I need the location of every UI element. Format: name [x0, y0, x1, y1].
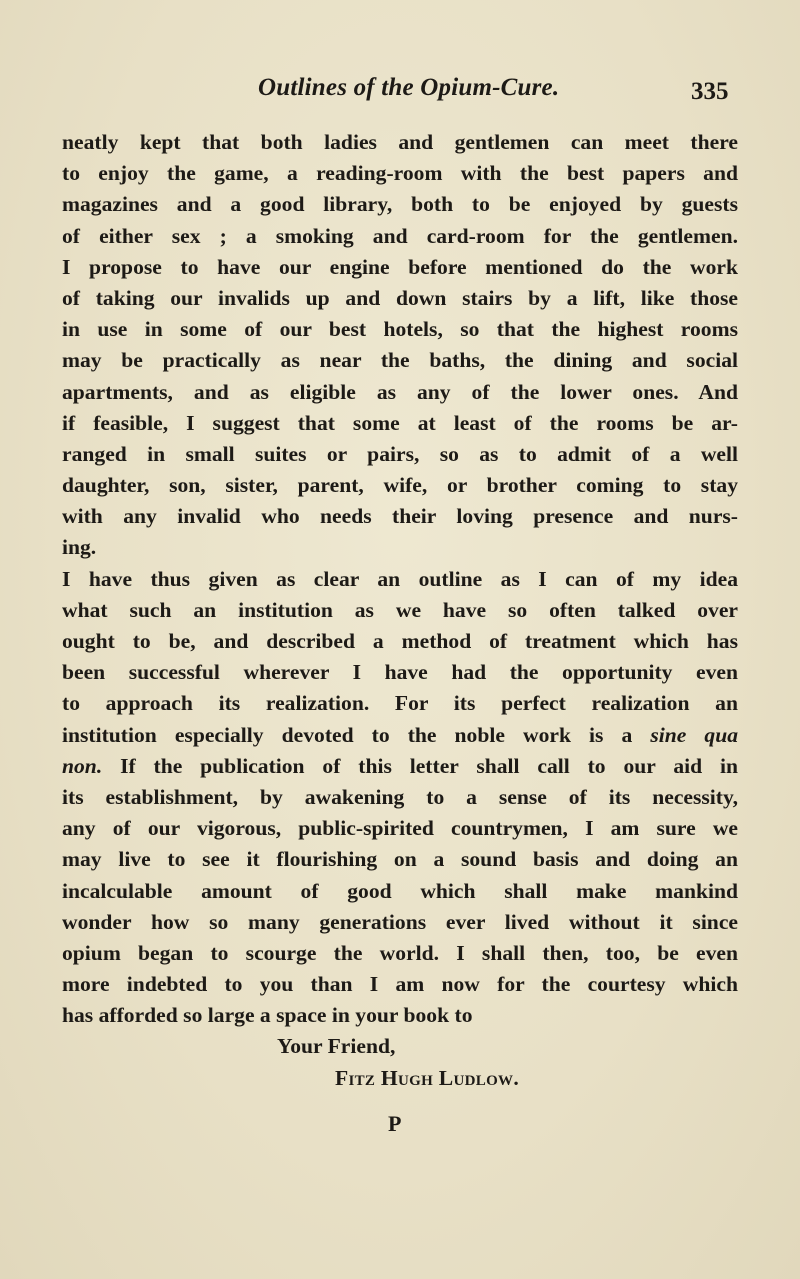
text-line: ing. — [62, 535, 97, 560]
running-head — [0, 74, 800, 110]
text-line: to enjoy the game, a reading-room with the best papers and — [62, 161, 738, 186]
signature: Fitz Hugh Ludlow. — [335, 1065, 520, 1090]
text-line: more indebted to you than I am now for the courtesy which — [62, 972, 738, 997]
text-line: neatly kept that both ladies and gentlemen can meet there — [62, 130, 738, 154]
text-line: apartments, and as eligible as any of the lower ones. And — [62, 379, 738, 404]
text-line: I propose to have our engine before mentioned do the work — [62, 254, 738, 279]
body-text — [62, 127, 738, 1094]
text-line: any of our vigorous, public-spirited countrymen, I am sure we — [62, 816, 738, 841]
text-line: has afforded so large a space in your book to — [62, 1003, 473, 1028]
text-line: ought to be, and described a method of treatment which has — [62, 629, 738, 653]
text-line-with-italic — [62, 720, 738, 751]
text-line: daughter, son, sister, parent, wife, or brother coming to stay — [62, 473, 738, 498]
page-number: 335 — [691, 78, 729, 105]
text-line: what such an institution as we have so often talked over — [62, 597, 738, 622]
text-line: may live to see it flourishing on a sound basis and doing an — [62, 847, 738, 872]
italic-phrase: sine qua — [650, 722, 739, 747]
text-line: with any invalid who needs their loving presence and nurs- — [62, 504, 738, 529]
text-line: in use in some of our best hotels, so that the highest rooms — [62, 317, 738, 342]
printer-signature-mark: P — [388, 1111, 402, 1136]
running-title: Outlines of the Opium-Cure. — [258, 74, 560, 101]
text-line: magazines and a good library, both to be enjoyed by guests — [62, 192, 738, 217]
text-line: been successful wherever I have had the opportunity even — [62, 660, 738, 685]
text-line: wonder how so many generations ever lived without it since — [62, 909, 738, 934]
text-line: to approach its realization. For its perfect realization an — [62, 691, 738, 716]
text-line: ranged in small suites or pairs, so as to admit of a well — [62, 441, 738, 466]
closing: Your Friend, — [277, 1034, 396, 1059]
text-line: of either sex ; a smoking and card-room for the gentlemen. — [62, 223, 738, 248]
text-line: I have thus given as clear an outline as I can of my idea — [62, 566, 738, 591]
text-segment: institution especially devoted to the noble work is a — [62, 722, 633, 747]
text-line-with-italic — [62, 751, 738, 782]
text-line: opium began to scourge the world. I shall then, too, be even — [62, 940, 738, 965]
text-line: its establishment, by awakening to a sense of its necessity, — [62, 784, 738, 809]
text-line: of taking our invalids up and down stairs by a lift, like those — [62, 285, 738, 310]
text-line: incalculable amount of good which shall make mankind — [62, 878, 738, 903]
italic-phrase-end: non. — [62, 753, 103, 778]
text-line: may be practically as near the baths, the dining and social — [62, 348, 738, 373]
text-line: if feasible, I suggest that some at least of the rooms be ar- — [62, 410, 738, 435]
text-segment: If the publication of this letter shall call to our aid in — [120, 753, 738, 778]
